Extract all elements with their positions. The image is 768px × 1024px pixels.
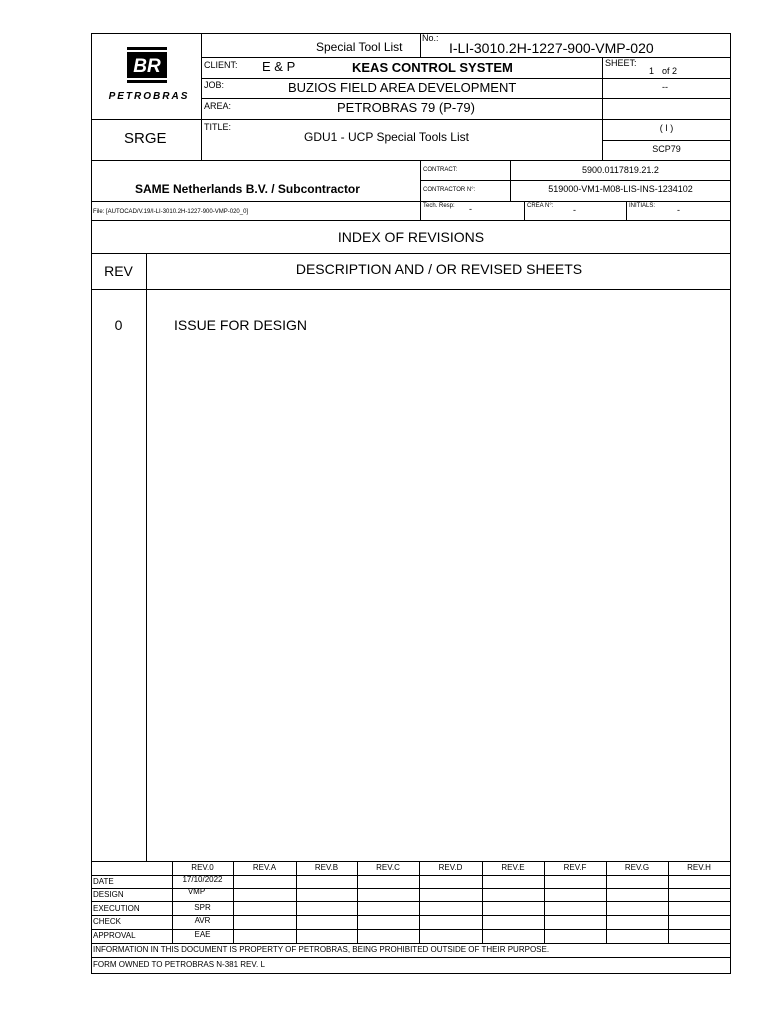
rev-column-header: REV [104,263,133,279]
revisions-title: INDEX OF REVISIONS [337,229,485,245]
classification: ( I ) [659,123,674,133]
col-rev-a: REV.A [252,863,277,872]
row-label-check: CHECK [93,917,122,926]
form-reference: FORM OWNED TO PETROBRAS N-381 REV. L [93,960,265,969]
property-notice: INFORMATION IN THIS DOCUMENT IS PROPERTY OF PETROBRAS, BEING PROHIBITED OUTSIDE OF THEIR PURPOSE. [93,945,550,954]
title-label: TITLE: [204,122,232,132]
job-value: BUZIOS FIELD AREA DEVELOPMENT [288,80,517,95]
unit-code: SCP79 [652,144,681,154]
initials-label: INITIALS: [629,203,656,209]
col-rev-e: REV.E [501,863,525,872]
sheet-total: of 2 [662,66,678,76]
row-label-execution: EXECUTION [93,904,140,913]
contractor-no-value: 519000-VM1-M08-LIS-INS-1234102 [548,184,693,194]
department-code: SRGE [124,130,167,147]
logo-mark: BR [133,56,161,77]
job-label: JOB: [204,80,225,90]
col-rev-b: REV.B [314,863,339,872]
job-right-value: -- [662,82,668,92]
tech-resp-label: Tech. Resp: [423,203,455,209]
doc-type: Special Tool List [316,40,403,54]
file-path: File: [AUTOCAD/V.19/I-LI-3010.2H-1227-900-VMP-020_0] [93,209,249,215]
client-label: CLIENT: [204,60,238,70]
sheet-label: SHEET: [605,58,637,68]
system-name: KEAS CONTROL SYSTEM [352,60,513,75]
logo-name: PETROBRAS [108,91,190,102]
row-label-date: DATE [93,877,114,886]
date-rev-0: 17/10/2022 [182,875,223,884]
row-label-design: DESIGN [93,890,124,899]
doc-number: I-LI-3010.2H-1227-900-VMP-020 [449,40,654,56]
crea-label: CREA N°: [527,203,554,209]
contract-value: 5900.0117819.21.2 [582,165,659,175]
sheet-value: 1 [649,66,655,76]
revision-description: ISSUE FOR DESIGN [174,317,308,333]
area-value: PETROBRAS 79 (P-79) [337,100,475,115]
initials-value: - [677,205,680,215]
col-rev-c: REV.C [376,863,400,872]
no-label: No.: [422,33,439,43]
approval-rev-0: EAE [194,930,211,939]
col-rev-g: REV.G [624,863,650,872]
execution-rev-0: SPR [194,903,211,912]
revision-number: 0 [114,317,123,333]
row-label-approval: APPROVAL [93,931,136,940]
check-rev-0: AVR [194,916,211,925]
contractor-no-label: CONTRACTOR N°: [423,187,476,193]
contract-label: CONTRACT: [423,167,458,173]
col-rev-d: REV.D [438,863,463,872]
col-rev-h: REV.H [687,863,711,872]
description-column-header: DESCRIPTION AND / OR REVISED SHEETS [295,261,583,277]
area-label: AREA: [204,101,232,111]
col-rev-f: REV.F [563,863,587,872]
crea-value: - [573,205,576,215]
contractor-name: SAME Netherlands B.V. / Subcontractor [135,182,360,196]
tech-resp-value: - [469,204,472,214]
client-value: E & P [262,59,296,74]
col-rev-0: REV.0 [191,863,214,872]
document-title: GDU1 - UCP Special Tools List [304,130,469,144]
design-rev-0: VMP [187,887,206,896]
